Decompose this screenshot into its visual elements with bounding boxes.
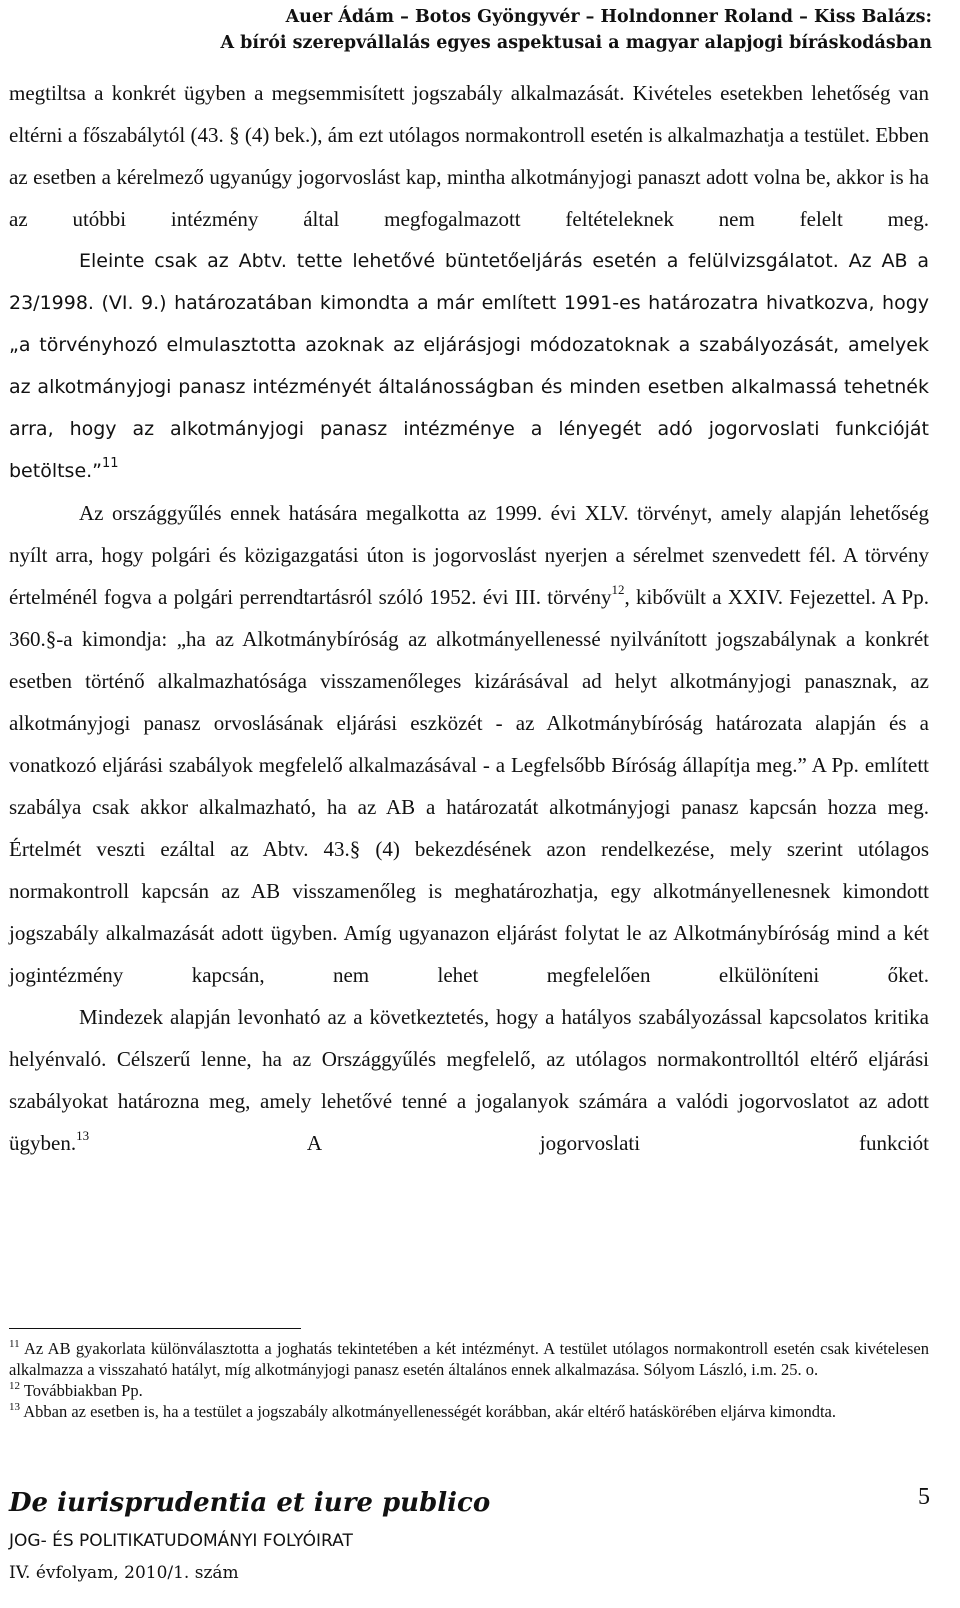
journal-name: JOG- ÉS POLITIKATUDOMÁNYI FOLYÓIRAT (9, 1531, 353, 1551)
journal-logo: De iurisprudentia et iure publico (9, 1488, 491, 1518)
running-header (220, 4, 932, 56)
footnote-ref: 11 (102, 456, 119, 471)
footnote-ref: 12 (611, 582, 625, 597)
page-number: 5 (918, 1484, 930, 1510)
body-text (9, 72, 929, 1164)
footnote: $^{11}$ Az AB gyakorlata különválasztotta a joghatás tekintetében a két intézményt. A testület utólagos normakontroll esetén csak kivételesen alkalmazza a visszaható hatályt, míg alkotmányjogi panasz esetén általános ennek alkalmazása. Sólyom László, i.m. 25. o. (9, 1338, 929, 1379)
footnote: $^{13}$ Abban az esetben is, ha a testület a jogszabály alkotmányellenességét korábban, akár eltérő hatáskörében eljárva kimondta. (9, 1401, 836, 1421)
journal-issue: IV. évfolyam, 2010/1. szám (9, 1563, 239, 1583)
footnote: $^{12}$ Továbbiakban Pp. (9, 1380, 143, 1400)
paragraph: Eleinte csak az Abtv. tette lehetővé büntetőeljárás esetén a felülvizsgálatot. Az AB a 23/1998. (VI. 9.) határozatában kimondta a már említett 1991-es határozatra hivatkozva, hogy „a törvényhozó elmulasztotta azoknak az eljárásjogi módozatoknak a szabályozását, amelyek az alkotmányjogi panasz intézményét általánosságban és minden esetben alkalmassá tehetnék arra, hogy az alkotmányjogi panasz intézménye a lényegét adó jogorvoslati funkcióját betöltse.”$^{11}$ (9, 250, 929, 482)
header-authors: Auer Ádám – Botos Gyöngyvér – Holndonner Roland – Kiss Balázs: (285, 7, 932, 27)
footnote-divider (9, 1328, 301, 1329)
header-title: A bírói szerepvállalás egyes aspektusai a magyar alapjogi bíráskodásban (220, 33, 932, 53)
footnotes (9, 1338, 929, 1422)
paragraph: Mindezek alapján levonható az a következtetés, hogy a hatályos szabályozással kapcsolatos kritika helyénvaló. Célszerű lenne, ha az Országgyűlés megfelelő, az utólagos normakontrolltól eltérő eljárási szabályokat határozna meg, amely lehetővé tenné a jogalanyok számára a valódi jogorvoslatot az adott ügyben.$^{13}$ A jogorvoslati funkciót (9, 1005, 929, 1155)
footnote-ref: 13 (76, 1128, 90, 1143)
paragraph: megtiltsa a konkrét ügyben a megsemmisített jogszabály alkalmazását. Kivételes esetekben lehetőség van eltérni a főszabálytól (43. § (4) bek.), ám ezt utólagos normakontroll esetén is alkalmazhatja a testület. Ebben az esetben a kérelmező ugyanúgy jogorvoslást kap, mintha alkotmányjogi panaszt adott volna be, akkor is ha az utóbbi intézmény által megfogalmazott feltételeknek nem felelt meg. (9, 81, 929, 231)
paragraph: Az országgyűlés ennek hatására megalkotta az 1999. évi XLV. törvényt, amely alapján lehetőség nyílt arra, hogy polgári és közigazgatási úton is jogorvoslást nyerjen a sérelmet szenvedett fél. A törvény értelménél fogva a polgári perrendtartásról szóló 1952. évi III. törvény$^{12}$, kibővült a XXIV. Fejezettel. A Pp. 360.§-a kimondja: „ha az Alkotmánybíróság az alkotmányellenessé nyilvánított jogszabálynak a konkrét esetben történő alkalmazhatósága visszamenőleges kizárásával ad helyt alkotmányjogi panasznak, az alkotmányjogi panasz orvoslásának eljárási eszközét - az Alkotmánybíróság határozata alapján és a vonatkozó eljárási szabályok megfelelő alkalmazásával - a Legfelsőbb Bíróság állapítja meg.” A Pp. említett szabálya csak akkor alkalmazható, ha az AB a határozatát alkotmányjogi panasz kapcsán hozza meg. Értelmét veszti ezáltal az Abtv. 43.§ (4) bekezdésének azon rendelkezése, mely szerint utólagos normakontroll kapcsán az AB visszamenőleg is meghatározhatja, egy alkotmányellenesnek kimondott jogszabály alkalmazását adott ügyben. Amíg ugyanazon eljárást folytat le az Alkotmánybíróság mind a két jogintézmény kapcsán, nem lehet megfelelően elkülöníteni őket. (9, 501, 929, 987)
